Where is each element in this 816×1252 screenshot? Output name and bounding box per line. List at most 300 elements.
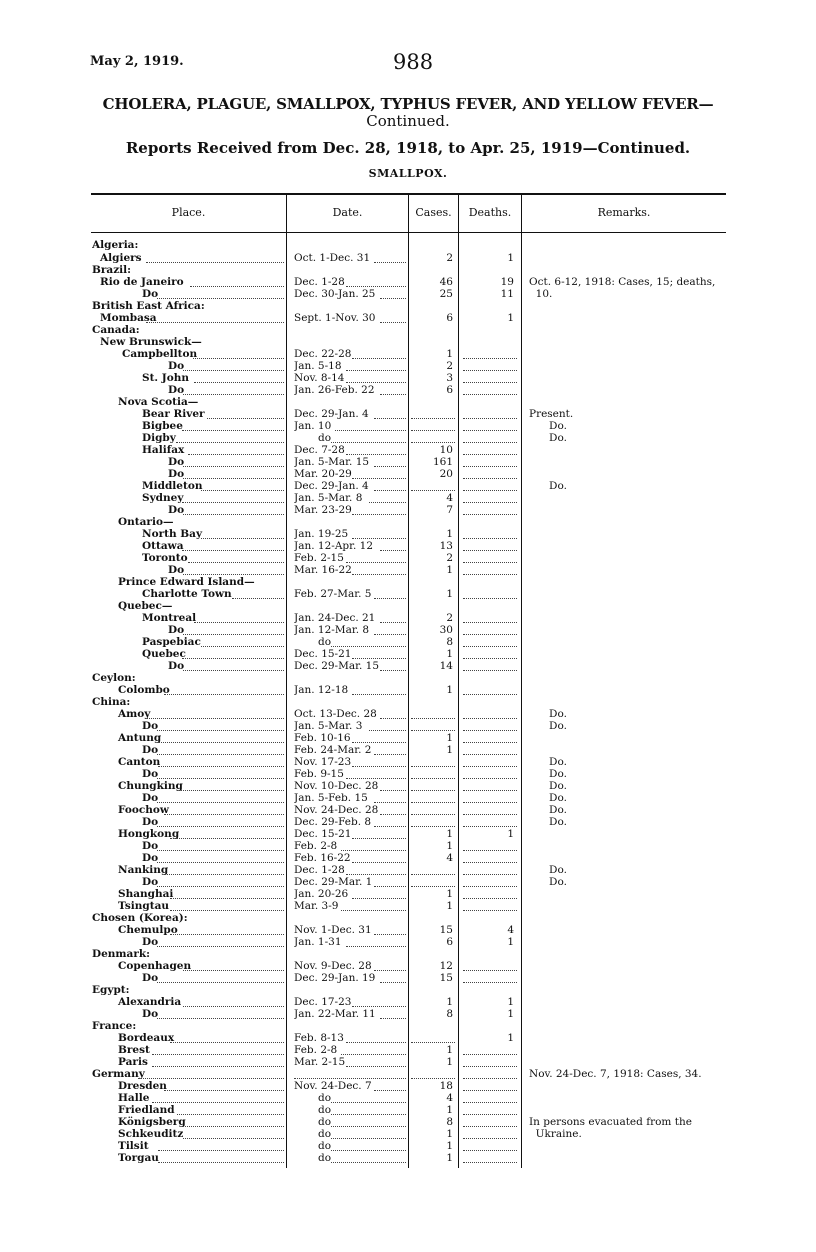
cases-cell: 161 xyxy=(432,456,453,468)
table-row xyxy=(0,660,816,672)
dot-leader xyxy=(463,1150,517,1151)
cases-cell: 1 xyxy=(446,900,453,912)
dot-leader xyxy=(463,1114,517,1115)
date-cell: Jan. 12-18 xyxy=(294,684,349,696)
dot-leader xyxy=(183,1126,284,1127)
table-row xyxy=(0,384,816,396)
place-cell: Antung xyxy=(118,732,162,744)
table-row xyxy=(0,768,816,780)
dot-leader xyxy=(463,622,517,623)
deaths-cell: 1 xyxy=(507,312,514,324)
cases-cell: 1 xyxy=(446,528,453,540)
dot-leader xyxy=(183,466,284,467)
place-cell: Ceylon: xyxy=(92,672,136,684)
dot-leader xyxy=(380,670,406,671)
dot-leader xyxy=(352,658,406,659)
place-cell: Denmark: xyxy=(92,948,151,960)
dot-leader xyxy=(183,970,284,971)
dot-leader xyxy=(194,622,284,623)
deaths-cell: 11 xyxy=(500,288,514,300)
date-cell: Jan. 22-Mar. 11 xyxy=(294,1008,376,1020)
dot-leader xyxy=(146,262,284,263)
cases-cell: 2 xyxy=(446,252,453,264)
date-cell: Dec. 29-Jan. 4 xyxy=(294,408,369,420)
cases-cell: 4 xyxy=(446,492,453,504)
dot-leader xyxy=(463,466,517,467)
dot-leader xyxy=(182,550,284,551)
remarks-cell: Do. xyxy=(529,480,567,492)
dot-leader xyxy=(463,502,517,503)
dot-leader xyxy=(346,778,406,779)
dot-leader xyxy=(164,814,284,815)
table-row xyxy=(0,1068,816,1080)
place-cell: Amoy xyxy=(118,708,151,720)
table-row xyxy=(0,732,816,744)
date-cell: do xyxy=(318,1116,332,1128)
remarks-cell: Oct. 6-12, 1918: Cases, 15; deaths, xyxy=(529,276,716,288)
cases-cell: 1 xyxy=(446,648,453,660)
table-row xyxy=(0,744,816,756)
date-cell: Feb. 2-8 xyxy=(294,1044,338,1056)
place-cell: Do xyxy=(142,876,159,888)
cases-cell: 1 xyxy=(446,888,453,900)
dot-leader xyxy=(411,814,455,815)
date-cell: Sept. 1-Nov. 30 xyxy=(294,312,376,324)
date-cell: Dec. 17-23 xyxy=(294,996,352,1008)
table-row xyxy=(0,1008,816,1020)
dot-leader xyxy=(463,1162,517,1163)
dot-leader xyxy=(463,418,517,419)
place-cell: Torgau xyxy=(118,1152,159,1164)
table-row xyxy=(0,1116,816,1128)
table-row xyxy=(0,1080,816,1092)
dot-leader xyxy=(411,730,455,731)
table-row xyxy=(0,1140,816,1152)
table-row xyxy=(0,1044,816,1056)
dot-leader xyxy=(374,634,406,635)
place-cell: Digby xyxy=(142,432,176,444)
table-row xyxy=(0,912,816,924)
place-cell: Chosen (Korea): xyxy=(92,912,188,924)
dot-leader xyxy=(374,262,406,263)
dot-leader xyxy=(346,874,406,875)
place-cell: Do xyxy=(168,456,185,468)
place-cell: Paspebiac xyxy=(142,636,201,648)
date-cell: Nov. 8-14 xyxy=(294,372,345,384)
dot-leader xyxy=(380,982,406,983)
date-cell: Dec. 30-Jan. 25 xyxy=(294,288,376,300)
table-row xyxy=(0,684,816,696)
table-row xyxy=(0,300,816,312)
dot-leader xyxy=(463,862,517,863)
table-row xyxy=(0,456,816,468)
table-row xyxy=(0,624,816,636)
table-row xyxy=(0,888,816,900)
cases-cell: 46 xyxy=(439,276,453,288)
remarks-cell: Do. xyxy=(529,420,567,432)
remarks-cell: Do. xyxy=(529,780,567,792)
table-row xyxy=(0,288,816,300)
table-row xyxy=(0,636,816,648)
dot-leader xyxy=(463,490,517,491)
dot-leader xyxy=(145,718,284,719)
dot-leader xyxy=(183,634,284,635)
place-cell: Canton xyxy=(118,756,161,768)
remarks-cell: Do. xyxy=(529,804,567,816)
date-cell: Feb. 8-13 xyxy=(294,1032,344,1044)
cases-cell: 1 xyxy=(446,840,453,852)
place-cell: Germany xyxy=(92,1068,145,1080)
dot-leader xyxy=(331,1114,406,1115)
table-row xyxy=(0,348,816,360)
dot-leader xyxy=(335,430,406,431)
dot-leader xyxy=(352,478,406,479)
dot-leader xyxy=(346,454,406,455)
dot-leader xyxy=(201,538,284,539)
dot-leader xyxy=(146,322,284,323)
place-cell: Sydney xyxy=(142,492,184,504)
place-cell: Do xyxy=(168,384,185,396)
dot-leader xyxy=(374,598,406,599)
date-cell: Nov. 17-23 xyxy=(294,756,352,768)
place-cell: Do xyxy=(142,1008,159,1020)
dot-leader xyxy=(182,430,284,431)
cases-cell: 18 xyxy=(439,1080,453,1092)
dot-leader xyxy=(463,646,517,647)
place-cell: Do xyxy=(142,792,159,804)
table-row xyxy=(0,372,816,384)
table-row xyxy=(0,564,816,576)
dot-leader xyxy=(463,1066,517,1067)
cases-cell: 1 xyxy=(446,348,453,360)
date-cell: do xyxy=(318,1152,332,1164)
dot-leader xyxy=(157,778,284,779)
dot-leader xyxy=(411,430,455,431)
place-cell: Do xyxy=(168,660,185,672)
table-row xyxy=(0,720,816,732)
table-row xyxy=(0,984,816,996)
table-row xyxy=(0,900,816,912)
place-cell: Bear River xyxy=(142,408,205,420)
remarks-cell: Ukraine. xyxy=(529,1128,582,1140)
dot-leader xyxy=(158,742,284,743)
dot-leader xyxy=(463,1138,517,1139)
date-cell: do xyxy=(318,1092,332,1104)
dot-leader xyxy=(183,514,284,515)
report-subtitle: Reports Received from Dec. 28, 1918, to Apr. 25, 1919—Continued. xyxy=(125,139,691,157)
dot-leader xyxy=(380,814,406,815)
dot-leader xyxy=(463,1078,517,1079)
place-cell: Tsingtau xyxy=(118,900,170,912)
dot-leader xyxy=(152,1054,285,1055)
dot-leader xyxy=(463,886,517,887)
cases-cell: 1 xyxy=(446,1044,453,1056)
dot-leader xyxy=(157,862,284,863)
table-row xyxy=(0,852,816,864)
table-row xyxy=(0,936,816,948)
table-row xyxy=(0,924,816,936)
deaths-cell: 1 xyxy=(507,252,514,264)
cases-cell: 2 xyxy=(446,360,453,372)
table-row xyxy=(0,948,816,960)
place-cell: North Bay xyxy=(142,528,203,540)
place-cell: Copenhagen xyxy=(118,960,192,972)
dot-leader xyxy=(463,370,517,371)
dot-leader xyxy=(463,730,517,731)
dot-leader xyxy=(374,970,406,971)
remarks-cell: Do. xyxy=(529,432,567,444)
dot-leader xyxy=(352,898,406,899)
place-cell: Mombasa xyxy=(100,312,157,324)
date-cell: Feb. 10-16 xyxy=(294,732,351,744)
section-heading: SMALLPOX. xyxy=(368,167,448,180)
dot-leader xyxy=(183,394,284,395)
date-cell: Mar. 23-29 xyxy=(294,504,352,516)
cases-cell: 30 xyxy=(439,624,453,636)
date-cell: Jan. 5-Mar. 3 xyxy=(294,720,363,732)
place-cell: Bordeaux xyxy=(118,1032,175,1044)
dot-leader xyxy=(380,298,406,299)
deaths-cell: 1 xyxy=(507,996,514,1008)
cases-cell: 2 xyxy=(446,552,453,564)
place-cell: Do xyxy=(142,840,159,852)
date-cell: Nov. 1-Dec. 31 xyxy=(294,924,372,936)
deaths-cell: 1 xyxy=(507,936,514,948)
place-cell: Shanghai xyxy=(118,888,174,900)
dot-leader xyxy=(164,1090,284,1091)
dot-leader xyxy=(411,790,455,791)
dot-leader xyxy=(341,1054,406,1055)
place-cell: Foochow xyxy=(118,804,169,816)
table-row xyxy=(0,612,816,624)
table-row xyxy=(0,396,816,408)
remarks-cell: In persons evacuated from the xyxy=(529,1116,692,1128)
place-cell: Charlotte Town xyxy=(142,588,232,600)
place-cell: Nanking xyxy=(118,864,169,876)
cases-cell: 1 xyxy=(446,1140,453,1152)
place-cell: Alexandria xyxy=(118,996,182,1008)
table-row xyxy=(0,960,816,972)
dot-leader xyxy=(201,490,284,491)
dot-leader xyxy=(369,730,406,731)
dot-leader xyxy=(411,1078,455,1079)
remarks-cell: Do. xyxy=(529,720,567,732)
dot-leader xyxy=(170,898,284,899)
cases-cell: 14 xyxy=(439,660,453,672)
table-row xyxy=(0,336,816,348)
dot-leader xyxy=(463,1054,517,1055)
cases-cell: 10 xyxy=(439,444,453,456)
cases-cell: 15 xyxy=(439,924,453,936)
dot-leader xyxy=(411,886,455,887)
date-cell: Jan. 10 xyxy=(294,420,332,432)
dot-leader xyxy=(193,358,284,359)
date-cell: Dec. 1-28 xyxy=(294,276,345,288)
place-cell: Chungking xyxy=(118,780,183,792)
dot-leader xyxy=(463,454,517,455)
dot-leader xyxy=(176,442,285,443)
dot-leader xyxy=(374,418,406,419)
table-row xyxy=(0,708,816,720)
place-cell: St. John xyxy=(142,372,189,384)
dot-leader xyxy=(463,430,517,431)
table-row xyxy=(0,264,816,276)
dot-leader xyxy=(463,766,517,767)
dot-leader xyxy=(157,1018,284,1019)
remarks-cell: Do. xyxy=(529,792,567,804)
dot-leader xyxy=(157,946,284,947)
column-header-date: Date. xyxy=(332,206,363,219)
dot-leader xyxy=(463,802,517,803)
date-cell: Jan. 19-25 xyxy=(294,528,349,540)
dot-leader xyxy=(177,1114,284,1115)
table-row xyxy=(0,1152,816,1164)
remarks-cell: Do. xyxy=(529,864,567,876)
place-cell: Middleton xyxy=(142,480,203,492)
date-cell: Feb. 9-15 xyxy=(294,768,344,780)
dot-leader xyxy=(380,1018,406,1019)
place-cell: Do xyxy=(142,972,159,984)
place-cell: Colombo xyxy=(118,684,170,696)
column-header-place: Place. xyxy=(171,206,206,219)
dot-leader xyxy=(463,1090,517,1091)
place-cell: Chemulpo xyxy=(118,924,178,936)
table-row xyxy=(0,756,816,768)
table-row xyxy=(0,1020,816,1032)
place-cell: Rio de Janeiro xyxy=(100,276,184,288)
place-cell: Do xyxy=(142,768,159,780)
date-cell: Dec. 15-21 xyxy=(294,648,352,660)
date-cell: Mar. 2-15 xyxy=(294,1056,346,1068)
table-row xyxy=(0,780,816,792)
cases-cell: 2 xyxy=(446,612,453,624)
dot-leader xyxy=(158,1162,284,1163)
cases-cell: 3 xyxy=(446,372,453,384)
place-cell: Halle xyxy=(118,1092,150,1104)
dot-leader xyxy=(374,490,406,491)
date-cell: do xyxy=(318,636,332,648)
dot-leader xyxy=(138,1078,284,1079)
dot-leader xyxy=(463,970,517,971)
date-cell: Dec. 29-Feb. 8 xyxy=(294,816,372,828)
place-cell: Paris xyxy=(118,1056,148,1068)
dot-leader xyxy=(463,718,517,719)
table-row xyxy=(0,312,816,324)
dot-leader xyxy=(374,466,406,467)
dot-leader xyxy=(374,934,406,935)
dot-leader xyxy=(463,478,517,479)
dot-leader xyxy=(170,934,284,935)
cases-cell: 12 xyxy=(439,960,453,972)
dot-leader xyxy=(352,838,406,839)
place-cell: Dresden xyxy=(118,1080,167,1092)
date-cell: Dec. 7-28 xyxy=(294,444,345,456)
date-cell: Nov. 9-Dec. 28 xyxy=(294,960,372,972)
dot-leader xyxy=(411,826,455,827)
table-row xyxy=(0,816,816,828)
dot-leader xyxy=(374,802,406,803)
remarks-cell: Present. xyxy=(529,408,574,420)
table-row xyxy=(0,468,816,480)
date-cell: do xyxy=(318,432,332,444)
dot-leader xyxy=(463,874,517,875)
cases-cell: 1 xyxy=(446,828,453,840)
dot-leader xyxy=(463,910,517,911)
dot-leader xyxy=(194,382,284,383)
cases-cell: 1 xyxy=(446,588,453,600)
table-row xyxy=(0,792,816,804)
deaths-cell: 1 xyxy=(507,1032,514,1044)
page-number: 988 xyxy=(393,50,434,74)
dot-leader xyxy=(170,838,284,839)
dot-leader xyxy=(463,982,517,983)
place-cell: Königsberg xyxy=(118,1116,186,1128)
place-cell: Hongkong xyxy=(118,828,180,840)
table-row xyxy=(0,972,816,984)
place-cell: Do xyxy=(142,720,159,732)
dot-leader xyxy=(188,562,284,563)
dot-leader xyxy=(346,1042,406,1043)
place-cell: British East Africa: xyxy=(92,300,205,312)
dot-leader xyxy=(463,1126,517,1127)
remarks-cell: Do. xyxy=(529,708,567,720)
date-cell: Feb. 2-15 xyxy=(294,552,344,564)
dot-leader xyxy=(463,394,517,395)
dot-leader xyxy=(158,766,284,767)
place-cell: Halifax xyxy=(142,444,185,456)
dot-leader xyxy=(463,562,517,563)
cases-cell: 6 xyxy=(446,384,453,396)
dot-leader xyxy=(157,802,284,803)
date-cell: Jan. 5-Mar. 8 xyxy=(294,492,363,504)
dot-leader xyxy=(352,358,406,359)
date-cell: Nov. 24-Dec. 28 xyxy=(294,804,379,816)
dot-leader xyxy=(341,850,406,851)
date-cell: Feb. 16-22 xyxy=(294,852,351,864)
table-row xyxy=(0,600,816,612)
dot-leader xyxy=(157,298,284,299)
place-cell: Montreal xyxy=(142,612,197,624)
table-row xyxy=(0,996,816,1008)
dot-leader xyxy=(380,322,406,323)
place-cell: Algiers xyxy=(100,252,142,264)
date-cell: Jan. 24-Dec. 21 xyxy=(294,612,376,624)
date-cell: Nov. 24-Dec. 7 xyxy=(294,1080,372,1092)
table-row xyxy=(0,480,816,492)
place-cell: Schkeuditz xyxy=(118,1128,184,1140)
place-cell: Brest xyxy=(118,1044,150,1056)
dot-leader xyxy=(183,574,284,575)
remarks-cell: Do. xyxy=(529,816,567,828)
table-row xyxy=(0,552,816,564)
dot-leader xyxy=(463,574,517,575)
date-cell: Dec. 15-21 xyxy=(294,828,352,840)
place-cell: Egypt: xyxy=(92,984,130,996)
date-cell: Jan. 20-26 xyxy=(294,888,349,900)
place-cell: Do xyxy=(142,816,159,828)
date-cell: Jan. 12-Apr. 12 xyxy=(294,540,374,552)
dot-leader xyxy=(463,514,517,515)
place-cell: Do xyxy=(142,936,159,948)
dot-leader xyxy=(411,874,455,875)
table-row xyxy=(0,432,816,444)
deaths-cell: 1 xyxy=(507,1008,514,1020)
dot-leader xyxy=(463,790,517,791)
dot-leader xyxy=(346,562,406,563)
column-header-deaths: Deaths. xyxy=(468,206,512,219)
dot-leader xyxy=(374,886,406,887)
table-row xyxy=(0,648,816,660)
